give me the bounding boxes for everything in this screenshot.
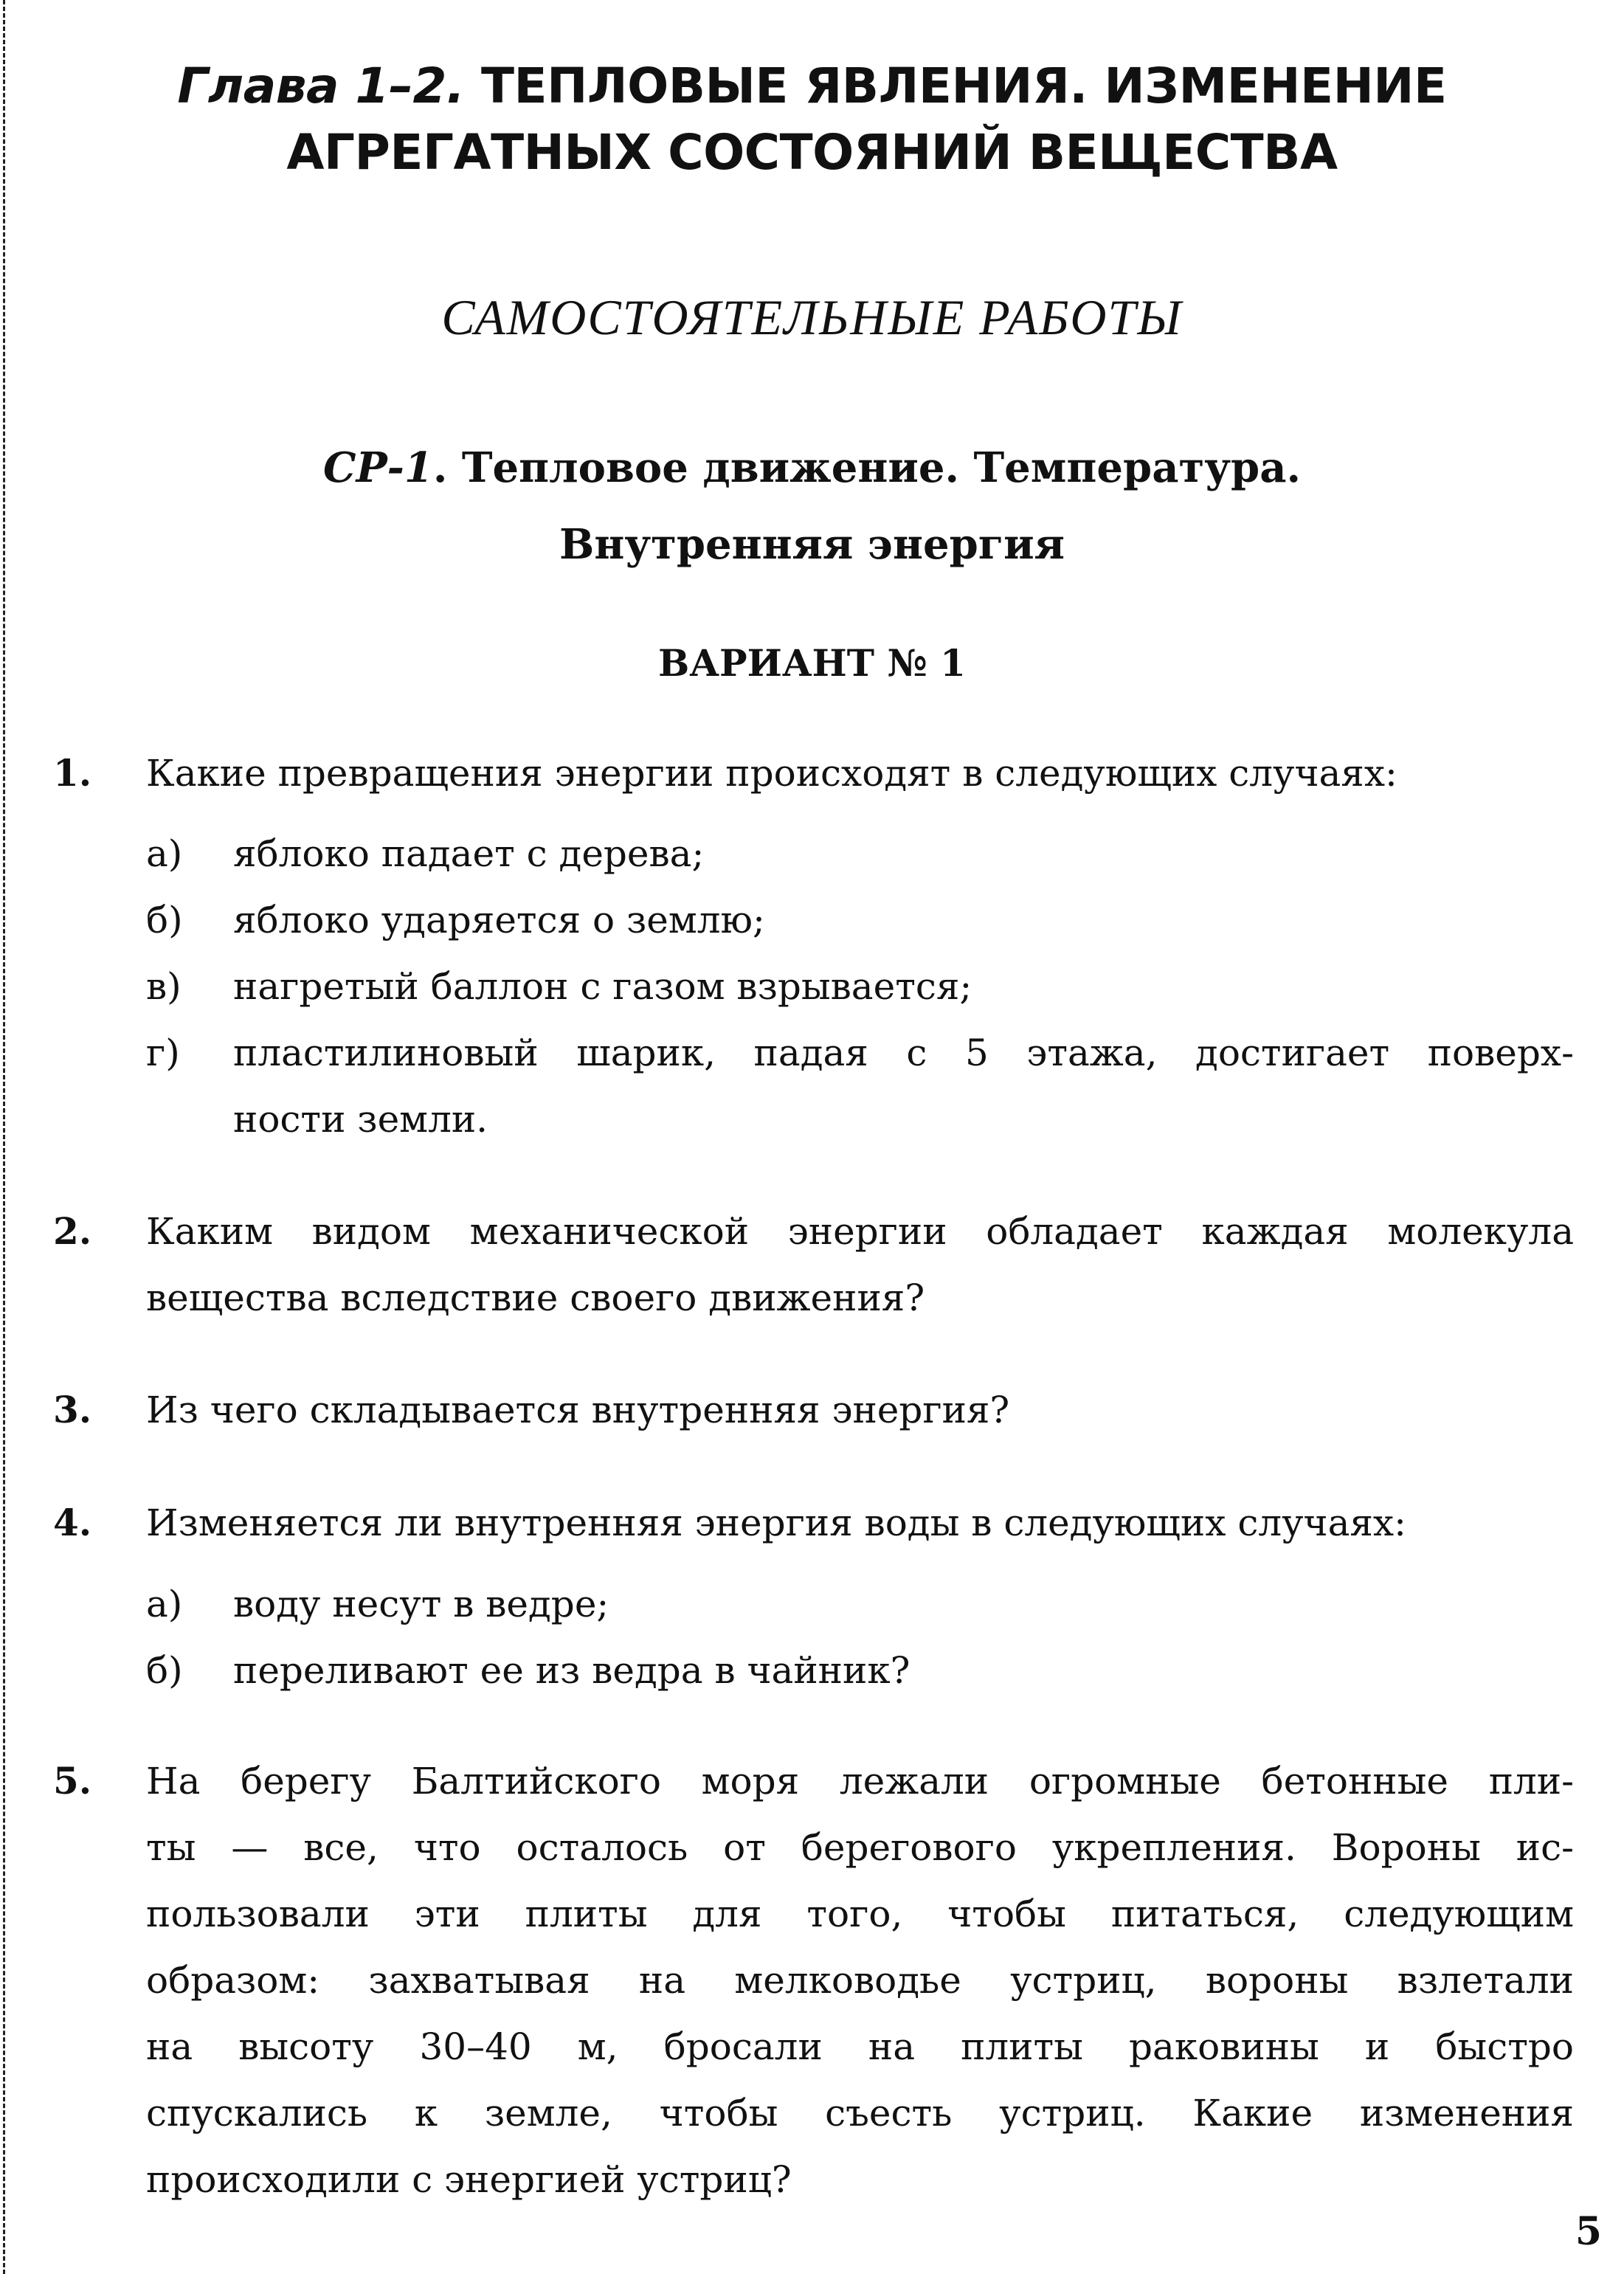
item-letter-1b: б) (146, 899, 183, 941)
question-number-1: 1. (53, 751, 92, 795)
work-title-line-2: Внутренняя энергия (559, 520, 1065, 569)
page-number: 5 (1575, 2209, 1602, 2254)
chapter-title-line-1: ТЕПЛОВЫЕ ЯВЛЕНИЯ. ИЗМЕНЕНИЕ (480, 58, 1447, 114)
question-text-1: Какие превращения энергии происходят в следующих случаях: (146, 752, 1397, 795)
question-text-5-line-3: пользовали эти плиты для того, чтобы питаться, следующим (146, 1893, 1574, 1935)
item-letter-1c: в) (146, 965, 182, 1008)
question-text-5-line-1: На берегу Балтийского моря лежали огромные бетонные пли- (146, 1760, 1574, 1803)
item-text-4b: переливают ее из ведра в чайник? (233, 1649, 911, 1692)
question-text-5-line-2: ты — все, что осталось от берегового укрепления. Вороны ис- (146, 1826, 1574, 1869)
section-title: САМОСТОЯТЕЛЬНЫЕ РАБОТЫ (441, 289, 1183, 345)
item-text-1b: яблоко ударяется о землю; (233, 899, 765, 941)
chapter-prefix: Глава 1–2. (177, 58, 465, 114)
question-text-2-line-1: Каким видом механической энергии обладает каждая молекула (146, 1210, 1574, 1253)
item-text-1d-line-1: пластилиновый шарик, падая с 5 этажа, достигает поверх- (233, 1031, 1574, 1074)
chapter-title-line-2: АГРЕГАТНЫХ СОСТОЯНИЙ ВЕЩЕСТВА (286, 124, 1338, 181)
question-number-2: 2. (53, 1209, 92, 1253)
question-text-5-line-7: происходили с энергией устриц? (146, 2158, 792, 2201)
item-letter-4b: б) (146, 1649, 183, 1692)
work-title-line-1: . Тепловое движение. Температура. (432, 443, 1301, 492)
variant-heading: ВАРИАНТ № 1 (658, 641, 966, 685)
question-text-2-line-2: вещества вследствие своего движения? (146, 1276, 925, 1319)
chapter-title (0, 53, 1624, 186)
question-text-5-line-4: образом: захватывая на мелководье устриц, вороны взлетали (146, 1959, 1574, 2002)
work-code: СР-1 (323, 443, 433, 492)
item-text-1c: нагретый баллон с газом взрывается; (233, 965, 972, 1008)
item-text-1d-line-2: ности земли. (233, 1098, 488, 1141)
question-number-3: 3. (53, 1388, 92, 1431)
item-letter-1d: г) (146, 1031, 180, 1074)
item-letter-1a: а) (146, 832, 183, 875)
question-text-4: Изменяется ли внутренняя энергия воды в следующих случаях: (146, 1501, 1406, 1544)
item-text-1a: яблоко падает с дерева; (233, 832, 705, 875)
question-number-4: 4. (53, 1501, 92, 1544)
item-text-4a: воду несут в ведре; (233, 1583, 609, 1625)
question-text-3: Из чего складывается внутренняя энергия? (146, 1389, 1010, 1431)
question-number-5: 5. (53, 1759, 92, 1803)
item-letter-4a: а) (146, 1583, 183, 1625)
question-text-5-line-5: на высоту 30–40 м, бросали на плиты раковины и быстро (146, 2025, 1574, 2068)
question-text-5-line-6: спускались к земле, чтобы съесть устриц. Какие изменения (146, 2092, 1574, 2135)
work-title (0, 429, 1624, 583)
